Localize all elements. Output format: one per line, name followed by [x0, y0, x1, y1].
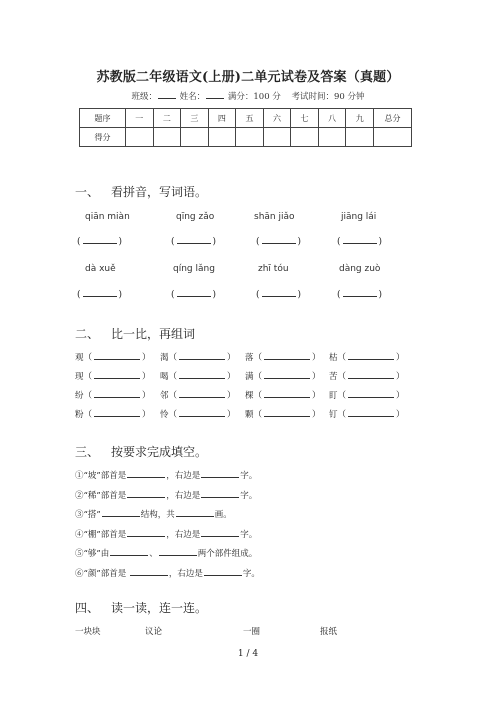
score-cell[interactable] [263, 128, 291, 147]
name-label: 姓名： [179, 92, 206, 102]
match-word[interactable]: 一圈 [243, 627, 261, 637]
score-cell-header: 六 [263, 109, 291, 128]
pinyin-item: jiāng lái [341, 212, 377, 222]
score-cell[interactable] [318, 128, 346, 147]
score-cell[interactable] [291, 128, 319, 147]
pinyin-item: qiān miàn [85, 212, 130, 222]
fill-item[interactable]: ①“坡”部首是 ，右边是 字。 [75, 471, 258, 481]
score-cell[interactable] [208, 128, 236, 147]
pinyin-item: shān jiǎo [254, 212, 295, 222]
score-cell-header: 四 [208, 109, 236, 128]
class-label: 班级： [131, 92, 157, 102]
match-word[interactable]: 报纸 [320, 627, 338, 637]
answer-blank[interactable]: ( ) [337, 290, 383, 300]
pinyin-item: zhī tóu [258, 264, 289, 274]
compare-item[interactable]: 邻（ ） [160, 391, 236, 401]
fill-item[interactable]: ④“棚”部首是 ，右边是 字。 [75, 530, 258, 540]
score-cell[interactable] [236, 128, 264, 147]
fill-item[interactable]: ⑥“颜”部首是 ，右边是 字。 [75, 569, 260, 579]
answer-blank[interactable]: ( ) [171, 237, 217, 247]
answer-blank[interactable]: ( ) [77, 290, 123, 300]
pinyin-item: qīng zǎo [176, 212, 215, 222]
score-cell-header: 题序 [80, 109, 126, 128]
compare-item[interactable]: 满（ ） [245, 372, 321, 382]
score-table-header-row [80, 109, 412, 128]
compare-item[interactable]: 落（ ） [245, 353, 321, 363]
section-1-heading [75, 183, 207, 200]
page-number: 1 / 4 [237, 649, 259, 659]
compare-item[interactable]: 渴（ ） [160, 353, 236, 363]
answer-blank[interactable]: ( ) [256, 290, 302, 300]
fill-item[interactable]: ⑤“够”由 、 两个部件组成。 [75, 549, 258, 559]
fill-item[interactable]: ③“搭” 结构，共 画。 [75, 510, 232, 520]
compare-item[interactable]: 现（ ） [75, 372, 151, 382]
score-cell-header: 九 [346, 109, 374, 128]
section-number: 三、 [75, 445, 100, 459]
section-title: 看拼音，写词语。 [111, 185, 208, 199]
compare-item[interactable]: 怜（ ） [160, 410, 236, 420]
answer-blank[interactable]: ( ) [171, 290, 217, 300]
section-4-heading [75, 599, 207, 616]
score-cell[interactable] [346, 128, 374, 147]
section-number: 一、 [75, 185, 100, 199]
compare-item[interactable]: 苦（ ） [329, 372, 405, 382]
score-cell[interactable] [181, 128, 209, 147]
section-number: 二、 [75, 327, 100, 341]
score-cell[interactable] [153, 128, 181, 147]
name-blank [206, 90, 224, 99]
match-word[interactable]: 议论 [145, 627, 163, 637]
section-title: 比一比，再组词 [111, 327, 196, 341]
section-title: 按要求完成填空。 [111, 445, 208, 459]
page-title: 苏教版二年级语文(上册)二单元试卷及答案（真题） [96, 70, 400, 85]
score-cell[interactable] [126, 128, 154, 147]
answer-blank[interactable]: ( ) [77, 237, 123, 247]
score-cell-header: 三 [181, 109, 209, 128]
class-blank [158, 90, 176, 99]
score-row-label: 得分 [80, 128, 126, 147]
score-cell-header: 八 [318, 109, 346, 128]
match-word[interactable]: 一块块 [75, 627, 101, 637]
section-number: 四、 [75, 601, 100, 615]
answer-blank[interactable]: ( ) [256, 237, 302, 247]
compare-item[interactable]: 观（ ） [75, 353, 151, 363]
full-score: 满分：100 分 [227, 92, 281, 102]
compare-item[interactable]: 枯（ ） [329, 353, 405, 363]
score-table-score-row [80, 128, 412, 147]
section-2-heading [75, 325, 195, 342]
compare-item[interactable]: 盯（ ） [329, 391, 405, 401]
section-3-heading [75, 443, 207, 460]
compare-item[interactable]: 钉（ ） [329, 410, 405, 420]
exam-info-line [0, 90, 496, 102]
score-cell-header: 五 [236, 109, 264, 128]
compare-item[interactable]: 纷（ ） [75, 391, 151, 401]
compare-item[interactable]: 粉（ ） [75, 410, 151, 420]
answer-blank[interactable]: ( ) [337, 237, 383, 247]
section-title: 读一读，连一连。 [111, 601, 208, 615]
compare-item[interactable]: 颗（ ） [245, 410, 321, 420]
score-cell[interactable] [374, 128, 412, 147]
score-cell-header: 七 [291, 109, 319, 128]
compare-item[interactable]: 喝（ ） [160, 372, 236, 382]
score-cell-header: 二 [153, 109, 181, 128]
score-cell-header: 一 [126, 109, 154, 128]
score-cell-header: 总分 [374, 109, 412, 128]
pinyin-item: dà xuě [85, 264, 116, 274]
exam-time: 考试时间：90 分钟 [291, 92, 365, 102]
score-table [79, 108, 412, 147]
pinyin-item: qíng lǎng [173, 264, 215, 274]
compare-item[interactable]: 棵（ ） [245, 391, 321, 401]
pinyin-item: dàng zuò [339, 264, 381, 274]
fill-item[interactable]: ②“稀”部首是 ，右边是 字。 [75, 491, 258, 501]
